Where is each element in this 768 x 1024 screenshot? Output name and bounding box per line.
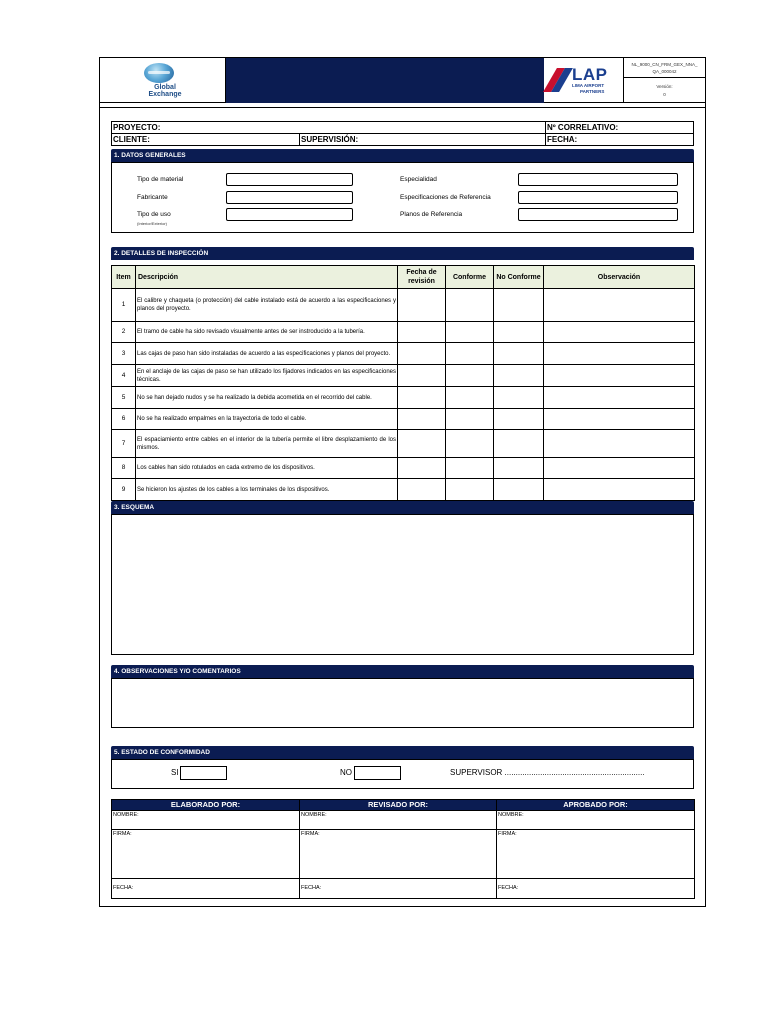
globe-icon: [144, 63, 174, 83]
document-header: [100, 58, 705, 103]
row-no-conforme-cell[interactable]: [494, 458, 544, 479]
row-fecha-revision-cell[interactable]: [398, 409, 446, 430]
row-no-conforme-cell[interactable]: [494, 479, 544, 501]
table-row: [112, 409, 695, 430]
elaborado-nombre[interactable]: NOMBRE:: [112, 811, 300, 830]
table-row: [112, 365, 695, 387]
signature-header-row: [112, 800, 695, 811]
table-row: [112, 458, 695, 479]
table-row: [112, 289, 695, 322]
supervisor-line[interactable]: SUPERVISOR ...............................................................: [450, 768, 645, 777]
table-row: [112, 479, 695, 501]
row-conforme-cell[interactable]: [446, 479, 494, 501]
aprobado-nombre[interactable]: NOMBRE:: [497, 811, 695, 830]
revisado-firma[interactable]: FIRMA:: [300, 830, 497, 879]
row-no-conforme-cell[interactable]: [494, 365, 544, 387]
section-esquema-title: 3. ESQUEMA: [111, 501, 694, 514]
row-description: El calibre y chaqueta (o protección) del cable instalado está de acuerdo a las especificaciones y planos del proyecto.: [136, 289, 398, 322]
col-conforme: Conforme: [446, 266, 494, 289]
esquema-area[interactable]: [111, 514, 694, 655]
global-exchange-logo: [100, 58, 226, 103]
cliente-label: CLIENTE:: [112, 134, 300, 146]
col-item: Item: [112, 266, 136, 289]
tipo-uso-label: Tipo de uso: [137, 211, 171, 218]
section-observaciones-title: 4. OBSERVACIONES Y/O COMENTARIOS: [111, 665, 694, 678]
section-conformidad-title: 5. ESTADO DE CONFORMIDAD: [111, 746, 694, 759]
row-item-number: 8: [112, 458, 136, 479]
row-conforme-cell[interactable]: [446, 365, 494, 387]
si-checkbox[interactable]: [180, 766, 227, 780]
row-observacion-cell[interactable]: [544, 479, 695, 501]
row-fecha-revision-cell[interactable]: [398, 430, 446, 458]
table-row: [112, 387, 695, 409]
tipo-material-field[interactable]: [226, 173, 353, 186]
row-item-number: 2: [112, 322, 136, 343]
lap-logo-word: LAP: [572, 65, 608, 84]
section-datos-generales-title: 1. DATOS GENERALES: [111, 149, 694, 162]
supervision-label: SUPERVISIÓN:: [300, 134, 546, 146]
elaborado-firma[interactable]: FIRMA:: [112, 830, 300, 879]
row-description: Las cajas de paso han sido instaladas de acuerdo a las especificaciones y planos del proyecto.: [136, 343, 398, 365]
row-observacion-cell[interactable]: [544, 289, 695, 322]
row-no-conforme-cell[interactable]: [494, 387, 544, 409]
row-item-number: 1: [112, 289, 136, 322]
row-observacion-cell[interactable]: [544, 365, 695, 387]
inspection-header-row: [112, 266, 695, 289]
signature-firma-row: [112, 830, 695, 879]
col-fecha-revision: Fecha de revisión: [398, 266, 446, 289]
row-no-conforme-cell[interactable]: [494, 322, 544, 343]
row-item-number: 9: [112, 479, 136, 501]
row-conforme-cell[interactable]: [446, 343, 494, 365]
row-item-number: 7: [112, 430, 136, 458]
row-no-conforme-cell[interactable]: [494, 289, 544, 322]
row-conforme-cell[interactable]: [446, 387, 494, 409]
no-label: NO: [340, 768, 352, 777]
lap-logo: [544, 58, 624, 103]
table-row: [112, 343, 695, 365]
document-code-box: [624, 58, 705, 103]
row-description: El espaciamiento entre cables en el interior de la tubería permite el libre desplazamiento de los mismos.: [136, 430, 398, 458]
row-item-number: 6: [112, 409, 136, 430]
row-description: El tramo de cable ha sido revisado visualmente antes de ser instroducido a la tubería.: [136, 322, 398, 343]
col-no-conforme: No Conforme: [494, 266, 544, 289]
tipo-uso-field[interactable]: [226, 208, 353, 221]
row-conforme-cell[interactable]: [446, 322, 494, 343]
row-conforme-cell[interactable]: [446, 458, 494, 479]
inspection-table: [111, 265, 695, 501]
no-checkbox[interactable]: [354, 766, 401, 780]
lap-logo-subtitle: LIMA AIRPORT PARTNERS: [572, 83, 605, 94]
col-observacion: Observación: [544, 266, 695, 289]
row-fecha-revision-cell[interactable]: [398, 322, 446, 343]
row-fecha-revision-cell[interactable]: [398, 479, 446, 501]
row-item-number: 3: [112, 343, 136, 365]
planos-label: Planos de Referencia: [400, 211, 463, 218]
global-exchange-logo-text: Global Exchange: [148, 84, 182, 98]
row-fecha-revision-cell[interactable]: [398, 387, 446, 409]
proyecto-label: PROYECTO:: [112, 122, 546, 134]
observaciones-area[interactable]: [111, 678, 694, 728]
row-observacion-cell[interactable]: [544, 322, 695, 343]
especialidad-field[interactable]: [518, 173, 678, 186]
row-observacion-cell[interactable]: [544, 387, 695, 409]
signature-table: [111, 799, 695, 899]
col-descripcion: Descripción: [136, 266, 398, 289]
fabricante-field[interactable]: [226, 191, 353, 204]
si-label: SI: [171, 768, 179, 777]
row-observacion-cell[interactable]: [544, 343, 695, 365]
row-description: Los cables han sido rotulados en cada extremo de los dispositivos.: [136, 458, 398, 479]
aprobado-fecha[interactable]: FECHA:: [497, 879, 695, 899]
row-fecha-revision-cell[interactable]: [398, 458, 446, 479]
revisado-nombre[interactable]: NOMBRE:: [300, 811, 497, 830]
project-info-box: [111, 121, 694, 146]
row-description: Se hicieron los ajustes de los cables a los terminales de los dispositivos.: [136, 479, 398, 501]
fecha-label: FECHA:: [547, 135, 578, 144]
especialidad-label: Especialidad: [400, 176, 437, 183]
revisado-por-header: REVISADO POR:: [300, 800, 497, 811]
aprobado-firma[interactable]: FIRMA:: [497, 830, 695, 879]
datos-generales-box: [111, 162, 694, 233]
row-fecha-revision-cell[interactable]: [398, 365, 446, 387]
tipo-material-label: Tipo de material: [137, 176, 184, 183]
section-inspeccion-title: 2. DETALLES DE INSPECCIÓN: [111, 247, 694, 260]
signature-nombre-row: [112, 811, 695, 830]
row-observacion-cell[interactable]: [544, 430, 695, 458]
tipo-uso-note: (Interior/Exterior): [137, 221, 168, 226]
elaborado-fecha[interactable]: FECHA:: [112, 879, 300, 899]
signature-fecha-row: [112, 879, 695, 899]
row-no-conforme-cell[interactable]: [494, 430, 544, 458]
header-divider: [100, 107, 705, 108]
row-conforme-cell[interactable]: [446, 289, 494, 322]
row-conforme-cell[interactable]: [446, 430, 494, 458]
row-no-conforme-cell[interactable]: [494, 343, 544, 365]
row-description: No se han dejado nudos y se ha realizado la debida acometida en el recorrido del cable.: [136, 387, 398, 409]
row-item-number: 4: [112, 365, 136, 387]
especificaciones-label: Especificaciones de Referencia: [400, 194, 491, 201]
row-fecha-revision-cell[interactable]: [398, 343, 446, 365]
table-row: [112, 322, 695, 343]
row-observacion-cell[interactable]: [544, 458, 695, 479]
row-fecha-revision-cell[interactable]: [398, 289, 446, 322]
document-page: [99, 57, 706, 907]
correlativo-label: Nº CORRELATIVO:: [546, 122, 693, 134]
planos-field[interactable]: [518, 208, 678, 221]
row-description: No se ha realizado empalmes en la trayectoria de todo el cable.: [136, 409, 398, 430]
elaborado-por-header: ELABORADO POR:: [112, 800, 300, 811]
row-item-number: 5: [112, 387, 136, 409]
aprobado-por-header: APROBADO POR:: [497, 800, 695, 811]
document-code: NL_9000_CN_FRM_GEX_NNA_ QA_000042: [624, 58, 705, 78]
row-observacion-cell[interactable]: [544, 409, 695, 430]
document-version: Versión: 0: [656, 84, 673, 97]
fabricante-label: Fabricante: [137, 194, 168, 201]
row-conforme-cell[interactable]: [446, 409, 494, 430]
header-title-band: [226, 58, 544, 103]
conformidad-box: [111, 759, 694, 789]
especificaciones-field[interactable]: [518, 191, 678, 204]
row-description: En el anclaje de las cajas de paso se han utilizado los fijadores indicados en las especificaciones técnicas.: [136, 365, 398, 387]
revisado-fecha[interactable]: FECHA:: [300, 879, 497, 899]
row-no-conforme-cell[interactable]: [494, 409, 544, 430]
table-row: [112, 430, 695, 458]
